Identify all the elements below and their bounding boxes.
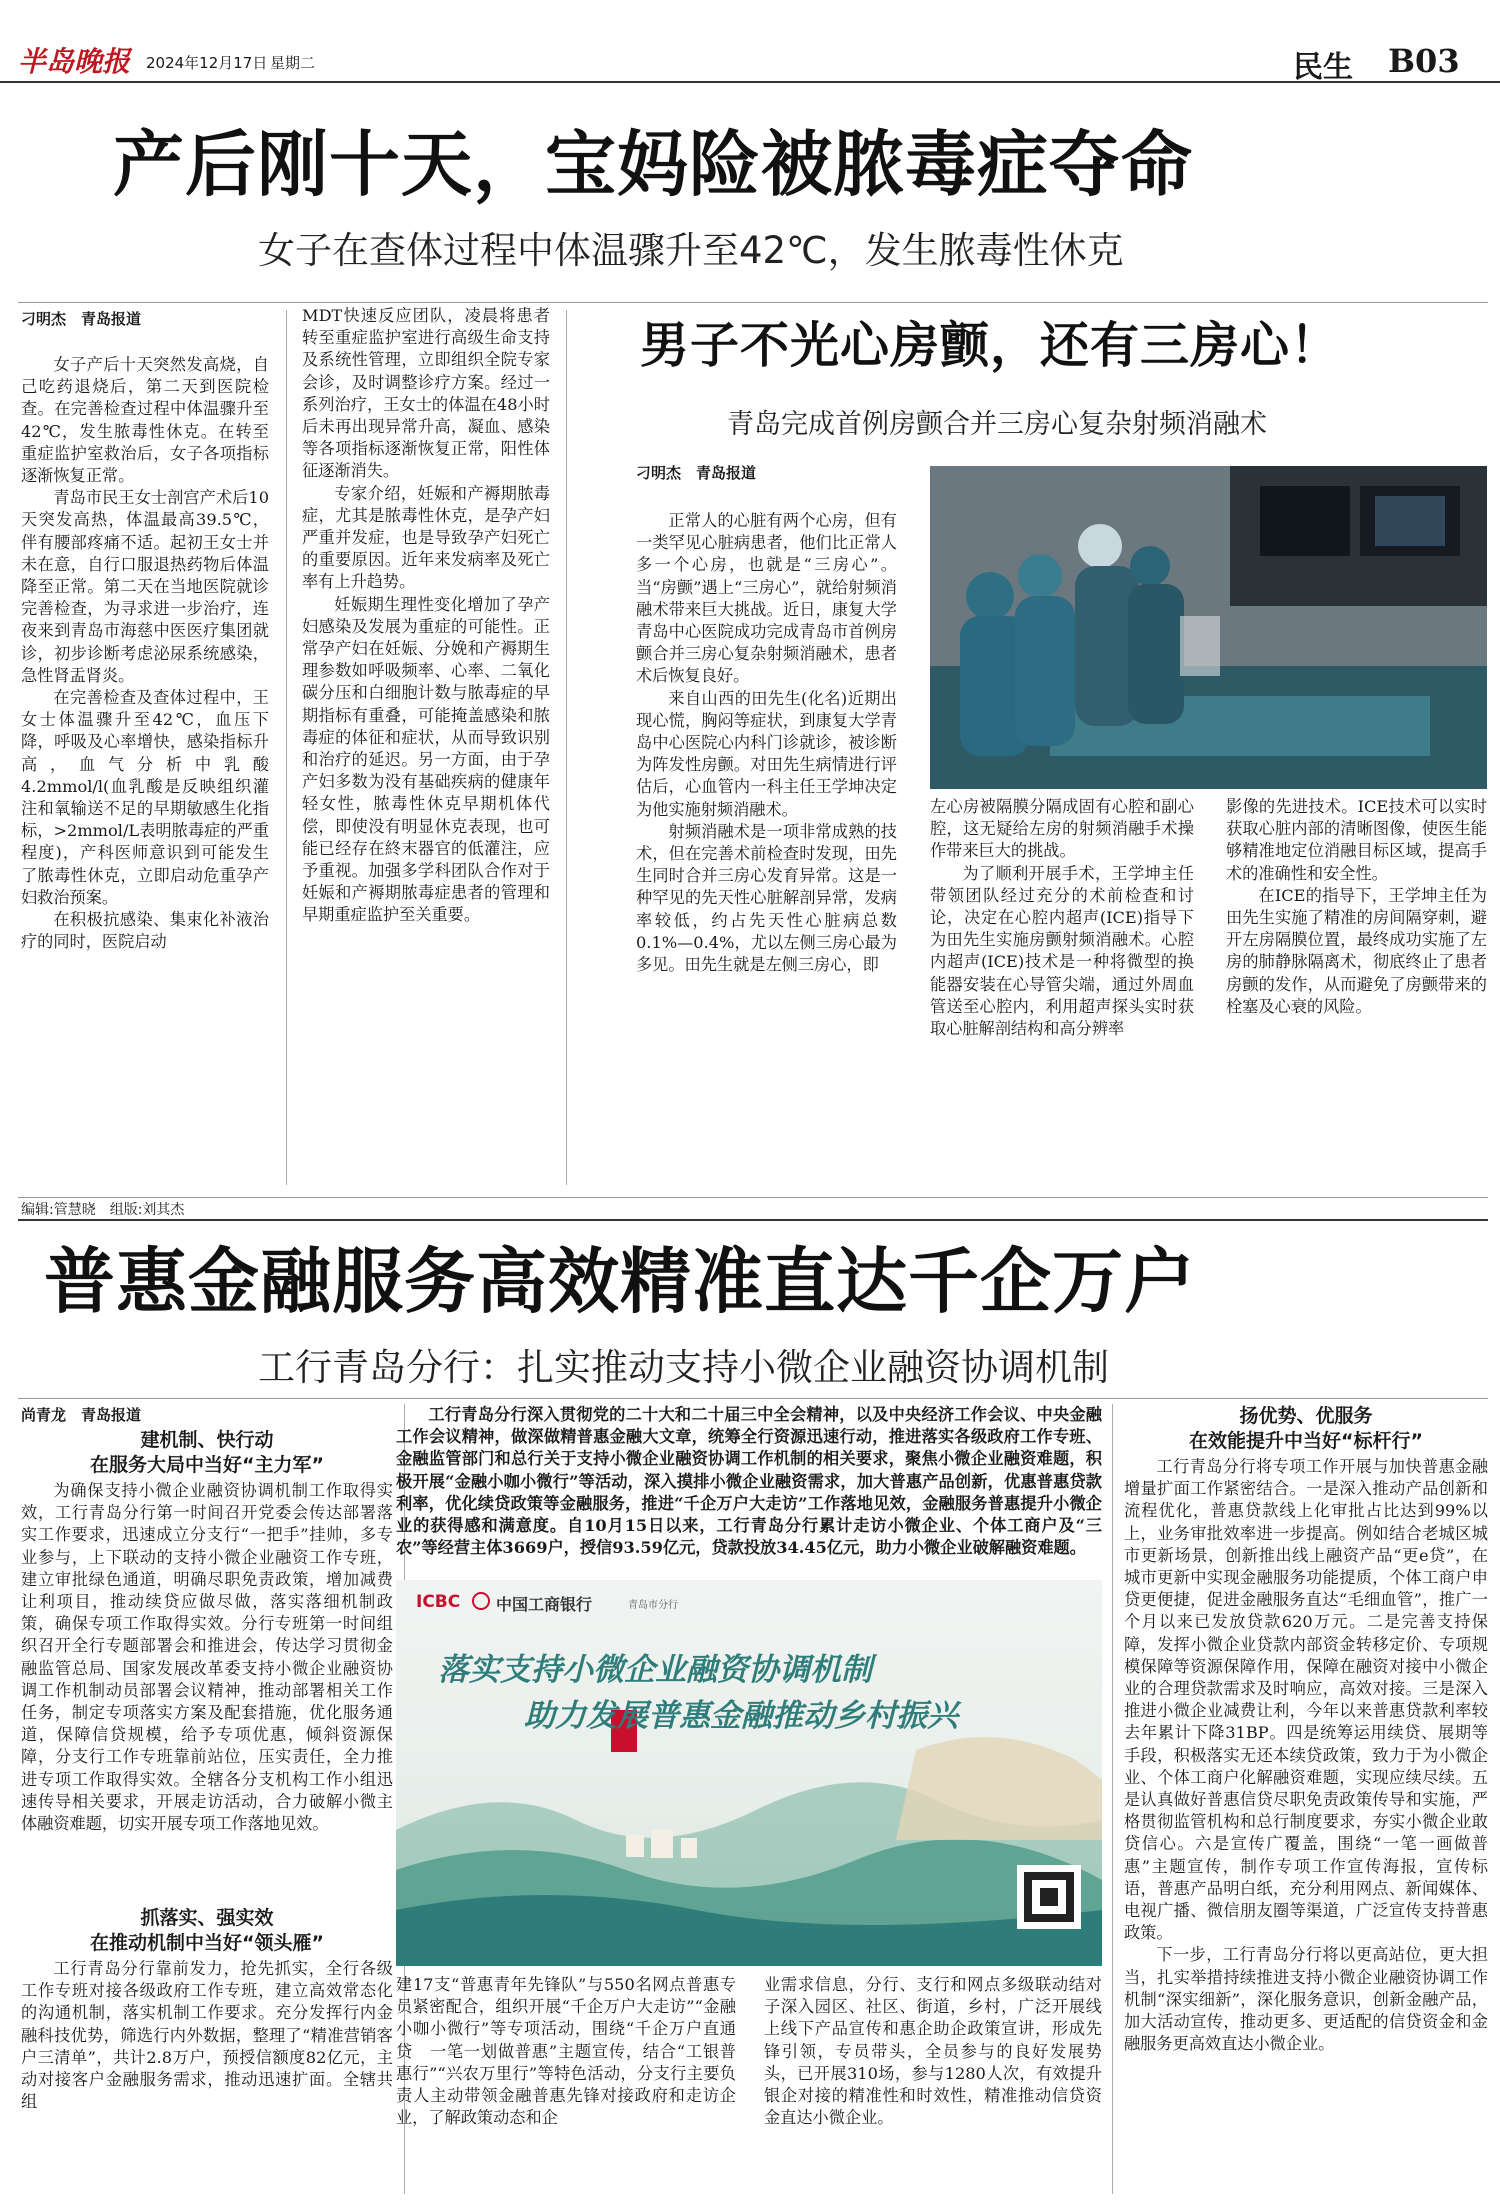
- paragraph: 左心房被隔膜分隔成固有心腔和副心腔，这无疑给左房的射频消融手术操作带来巨大的挑战。: [930, 797, 1194, 861]
- article1-rule: [18, 302, 1488, 303]
- paragraph: 在完善检查及查体过程中，王女士体温骤升至42℃，血压下降，呼吸及心率增快，感染指标升高，血气分析中乳酸4.2mmol/l(血乳酸是反映组织灌注和氧输送不足的早期敏感生化指标，>2mmol/L表明脓毒症的严重程度)，产科医师意识到可能发生了脓毒性休克，立即启动危重孕产妇救治预案。: [21, 688, 269, 907]
- icbc-brand: ICBC: [416, 1592, 461, 1612]
- article2-byline: 刁明杰 青岛报道: [636, 464, 757, 482]
- paragraph: 在积极抗感染、集束化补液治疗的同时，医院启动: [21, 910, 269, 952]
- article3-mid-col1: [396, 1974, 736, 2192]
- icbc-branch-name: 青岛市分行: [628, 1600, 678, 1611]
- poster-slogan-1: 落实支持小微企业融资协调机制: [438, 1652, 872, 1688]
- paragraph: 为了顺利开展手术，王学坤主任带领团队经过充分的术前检查和讨论，决定在心腔内超声(ICE)指导下为田先生实施房颤射频消融术。心腔内超声(ICE)技术是一种将微型的换能器安装在心导管尖端，通过外周血管送至心腔内，利用超声探头实时获取心脏解剖结构和高分辨率: [930, 863, 1194, 1039]
- paragraph: 工行青岛分行靠前发力，抢先抓实，全行各级工作专班对接各级政府工作专班，建立高效常态化的沟通机制，落实机制工作要求。充分发挥行内金融科技优势，筛选行内外数据，整理了“精准营销客户三清单”，共计2.8万户，预授信额度82亿元，主动对接客户金融服务需求，推动迅速扩面。全辖共组: [21, 1959, 393, 2112]
- section1-title-line2: 在服务大局中当好“主力军”: [90, 1454, 324, 1476]
- paragraph: 青岛市民王女士剖宫产术后10天突发高热，体温最高39.5℃，伴有腰部疼痛不适。起初王女士并未在意，自行口服退热药物后体温降至正常。第二天在当地医院就诊完善检查，为寻求进一步治疗，连夜来到青岛市海慈中医医疗集团就诊，初步诊断考虑泌尿系统感染，急性肾盂肾炎。: [21, 488, 269, 685]
- section3-title: [1124, 1404, 1488, 1454]
- icbc-poster: [396, 1580, 1102, 1966]
- paragraph: 业需求信息，分行、支行和网点多级联动结对子深入园区、社区、街道，乡村，广泛开展线上线下产品宣传和惠企助企政策宣讲，形成先锋引领，专员带头，全员参与的良好发展势头，已开展310场，参与1280人次，有效提升银企对接的精准性和时效性，精准推动信贷资金直达小微企业。: [764, 1975, 1102, 2128]
- page-number: B03: [1388, 42, 1460, 80]
- section3-title-line2: 在效能提升中当好“标杆行”: [1189, 1430, 1423, 1452]
- issue-weekday: 星期二: [270, 54, 316, 72]
- article1-byline: 刁明杰 青岛报道: [21, 310, 142, 328]
- article3-rule: [18, 1398, 1488, 1399]
- paragraph: 为确保支持小微企业融资协调机制工作取得实效，工行青岛分行第一时间召开党委会传达部署落实工作要求，迅速成立分支行“一把手”挂帅，多专业参与，上下联动的支持小微企业融资工作专班，建立审批绿色通道，明确尽职免责政策，增加减费让利项目，推动续贷应做尽做，落实落细机制政策，确保专项工作取得实效。分行专班第一时间组织召开全行专题部署会和推进会，传达学习贯彻金融监管总局、国家发展改革委支持小微企业融资协调工作机制动员部署会议精神，推动部署相关工作任务，制定专项落实方案及配套措施，优化服务通道，保障信贷规模，给予专项优惠，倾斜资源保障，分支行工作专班靠前站位，压实责任，全力推进专项工作取得实效。全辖各分支机构工作小组迅速传导相关要求，开展走访活动，合力破解小微主体融资难题，切实开展专项工作落地见效。: [21, 1481, 393, 1834]
- paragraph: 专家介绍，妊娠和产褥期脓毒症，尤其是脓毒性休克，是孕产妇严重并发症，也是导致孕产妇死亡的重要原因。近年来发病率及死亡率有上升趋势。: [302, 483, 550, 592]
- paragraph: 下一步，工行青岛分行将以更高站位，更大担当，扎实举措持续推进支持小微企业融资协调工作机制“深实细新”，深化服务意识，创新金融产品，加大活动宣传，推动更多、更适配的信贷资金和金融服务更高效直达小微企业。: [1124, 1945, 1488, 2054]
- article3-subheadline: 工行青岛分行：扎实推动支持小微企业融资协调机制: [258, 1346, 1109, 1389]
- newspaper-logo: 半岛晚报: [18, 45, 131, 78]
- article2-col2: [930, 796, 1194, 1190]
- icbc-bank-name: 中国工商银行: [496, 1595, 593, 1614]
- paragraph: 在ICE的指导下，王学坤主任为田先生实施了精准的房间隔穿刺，避开左房隔膜位置，最终成功实施了左房的肺静脉隔离术，彻底终止了患者房颤的发作，从而避免了房颤带来的栓塞及心衰的风险。: [1226, 885, 1487, 1016]
- article1-subheadline: 女子在查体过程中体温骤升至42℃，发生脓毒性休克: [258, 229, 1124, 272]
- column-divider: [286, 310, 287, 1185]
- article2-headline: 男子不光心房颤，还有三房心！: [640, 316, 1341, 374]
- article3-mid-col2: [764, 1974, 1102, 2192]
- article1-col2: [302, 305, 550, 1187]
- section2-title-line2: 在推动机制中当好“领头雁”: [90, 1932, 324, 1954]
- paragraph: 妊娠期生理性变化增加了孕产妇感染及发展为重症的可能性。正常孕产妇在妊娠、分娩和产褥期生理参数如呼吸频率、心率、二氧化碳分压和白细胞计数与脓毒症的早期指标有重叠，可能掩盖感染和脓毒症的体征和症状，从而导致识别和治疗的延迟。另一方面，由于孕产妇多数为没有基础疾病的健康年轻女性，脓毒性休克早期机体代偿，即使没有明显休克表现，也可能已经存在終末器官的低灌注，应予重视。加强多学科团队合作对于妊娠和产褥期脓毒症患者的管理和早期重症监护至关重要。: [302, 594, 550, 925]
- paragraph: 来自山西的田先生(化名)近期出现心慌，胸闷等症状，到康复大学青岛中心医院心内科门诊就诊，被诊断为阵发性房颤。对田先生病情进行评估后，心血管内一科主任王学坤决定为他实施射频消融术。: [636, 688, 897, 819]
- paragraph: 女子产后十天突然发高烧，自己吃药退烧后，第二天到医院检查。在完善检查过程中体温骤升至42℃，发生脓毒性休克。在转至重症监护室救治后，女子各项指标逐渐恢复正常。: [21, 355, 269, 486]
- article3-section1-text: [21, 1480, 393, 1902]
- section-name: 民生: [1293, 50, 1353, 85]
- paragraph: 影像的先进技术。ICE技术可以实时获取心脏内部的清晰图像，使医生能够精准地定位消融目标区域，提高手术的准确性和安全性。: [1226, 797, 1487, 883]
- editor-rule: [18, 1197, 1488, 1198]
- paragraph: 工行青岛分行将专项工作开展与加快普惠金融增量扩面工作紧密结合。一是深入推动产品创新和流程优化，普惠贷款线上化审批占比达到99%以上，业务审批效率进一步提高。例如结合老城区城市更新场景，创新推出线上融资产品“更e贷”，在城市更新中实现金融服务功能提质，个体工商户申贷更便捷，促进金融服务直达“毛细血管”，推广一个月以来已发放贷款620万元。二是完善支持保障，发挥小微企业贷款内部资金转移定价、专项规模保障等资源保障作用，保障在融资对接中小微企业的合理贷款需求及时响应，高效对接。三是深入推进小微企业减费让利，今年以来普惠贷款利率较去年累计下降31BP。四是统筹运用续贷、展期等手段，积极落实无还本续贷政策，致力于为小微企业、个体工商户化解融资难题，实现应续尽续。五是认真做好普惠信贷尽职免责政策传导和实施，严格贯彻监管机构和总行制度要求，夯实小微企业敢贷信心。六是宣传广覆盖，围绕“一笔一画做普惠”主题宣传，制作专项工作宣传海报，宣传标语，普惠产品明白纸，充分利用网点、新闻媒体、电视广播、微信朋友圈等渠道，广泛宣传支持普惠政策。: [1124, 1457, 1488, 1943]
- section-rule: [18, 1219, 1488, 1221]
- section3-title-line1: 扬优势、优服务: [1239, 1405, 1373, 1427]
- article3-lead: [396, 1404, 1102, 1574]
- article3-section3-text: [1124, 1456, 1488, 2192]
- article3-byline: 尚青龙 青岛报道: [21, 1406, 142, 1424]
- lead-paragraph: 工行青岛分行深入贯彻党的二十大和二十届三中全会精神，以及中央经济工作会议、中央金融工作会议精神，做深做精普惠金融大文章，统筹全行资源迅速行动，推进落实各级政府工作专班、金融监管部门和总行关于支持小微企业融资协调工作机制的相关要求，聚焦小微企业融资难题，积极开展“金融小咖小微行”等活动，深入摸排小微企业融资需求，加大普惠产品创新，优惠普惠贷款利率，优化续贷政策等金融服务，推进“千企万户大走访”工作落地见效，金融服务普惠提升小微企业的获得感和满意度。自10月15日以来，工行青岛分行累计走访小微企业、个体工商户及“三农”等经营主体3669户，授信93.59亿元，贷款投放34.45亿元，助力小微企业破解融资难题。: [396, 1405, 1102, 1558]
- column-divider: [566, 310, 567, 1185]
- paragraph: 射频消融术是一项非常成熟的技术，但在完善术前检查时发现，田先生同时合并三房心发育异常。这是一种罕见的先天性心脏解剖异常，发病率较低，约占先天性心脏病总数0.1%—0.4%，尤以左侧三房心最为多见。田先生就是左侧三房心，即: [636, 821, 897, 975]
- surgery-photo: [930, 466, 1487, 789]
- article1-headline: 产后刚十天，宝妈险被脓毒症夺命: [113, 122, 1194, 206]
- editor-credit: 编辑:管慧晓 组版:刘其杰: [21, 1202, 185, 1218]
- masthead-rule: [0, 81, 1500, 83]
- surgery-photo-illustration: [930, 466, 1487, 789]
- icbc-logo-icon: [472, 1592, 490, 1610]
- paragraph: MDT快速反应团队，凌晨将患者转至重症监护室进行高级生命支持及系统性管理，立即组织全院专家会诊，及时调整诊疗方案。经过一系列治疗，王女士的体温在48小时后未再出现异常升高，凝血、感染等各项指标逐渐恢复正常，阳性体征逐渐消失。: [302, 306, 550, 481]
- section2-title-line1: 抓落实、强实效: [140, 1907, 274, 1929]
- article2-subheadline: 青岛完成首例房颤合并三房心复杂射频消融术: [727, 409, 1267, 440]
- article2-col1: [636, 510, 897, 1190]
- article3-headline: 普惠金融服务高效精准直达千企万户: [44, 1239, 1197, 1323]
- article3-section2-text: [21, 1958, 393, 2192]
- column-divider: [1112, 1404, 1113, 2194]
- section2-title: [21, 1906, 393, 1956]
- article2-col3: [1226, 796, 1487, 1190]
- masthead: [0, 0, 1500, 85]
- paragraph: 正常人的心脏有两个心房，但有一类罕见心脏病患者，他们比正常人多一个心房，也就是“三房心”。当“房颤”遇上“三房心”，就给射频消融术带来巨大挑战。近日，康复大学青岛中心医院成功完成青岛市首例房颤合并三房心复杂射频消融术，患者术后恢复良好。: [636, 511, 897, 686]
- issue-date: 2024年12月17日: [146, 54, 268, 72]
- poster-landscape-illustration: [396, 1580, 1102, 1966]
- paragraph: 建17支“普惠青年先锋队”与550名网点普惠专员紧密配合，组织开展“千企万户大走访”“金融小咖小微行”等专项活动，围绕“千企万户直通贷 一笔一划做普惠”主题宣传，结合“工银普惠行”“兴农万里行”等特色活动，分支行主要负责人主动带领金融普惠先锋对接政府和走访企业，了解政策动态和企: [396, 1975, 736, 2128]
- article1-col1: [21, 354, 269, 1190]
- section1-title-line1: 建机制、快行动: [140, 1429, 274, 1451]
- poster-slogan-2: 助力发展普惠金融推动乡村振兴: [524, 1698, 958, 1734]
- section1-title: [21, 1428, 393, 1478]
